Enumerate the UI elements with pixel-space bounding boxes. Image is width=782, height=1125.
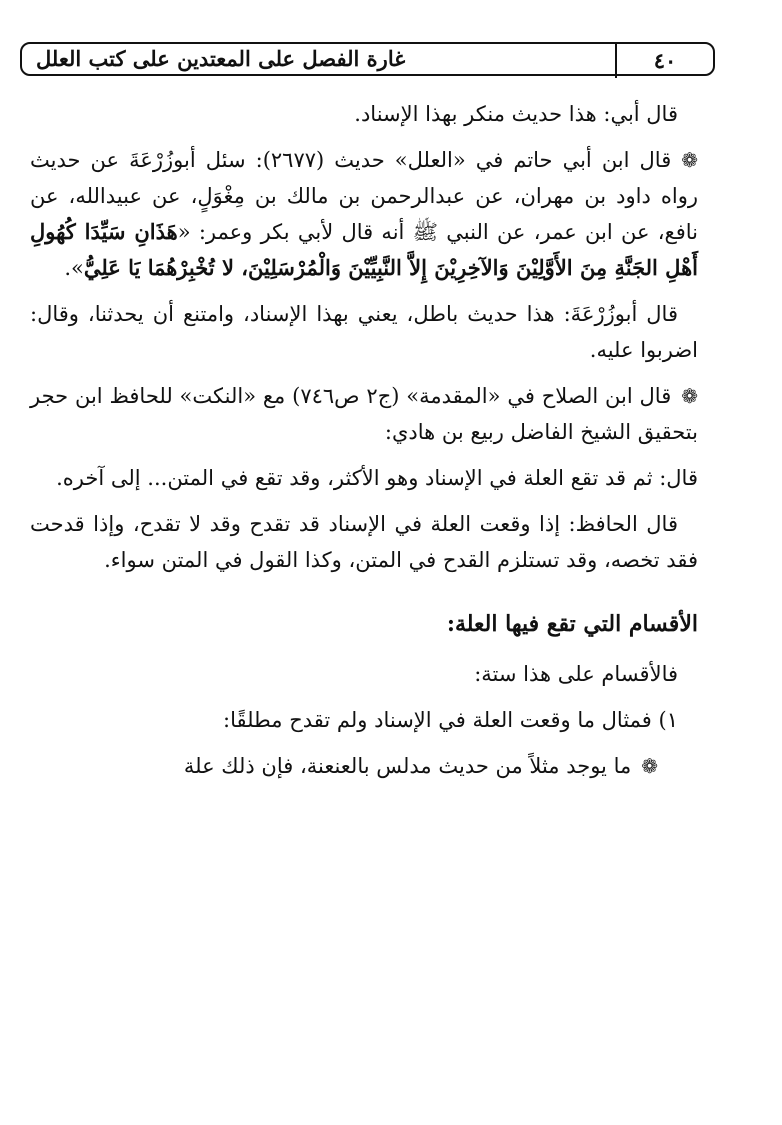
page-number: ٤٠ — [615, 42, 713, 78]
page-body — [30, 96, 698, 794]
paragraph-4 — [30, 378, 698, 450]
paragraph-1: قال أبي: هذا حديث منكر بهذا الإسناد. — [354, 102, 678, 126]
hadith-text: هَذَانِ سَيِّدَا كُهُولِ أَهْلِ الجَنَّةِ مِنَ الأَوَّلِيْنَ وَالآخِرِيْنَ إِلاَّ النَّبِيِّيْنَ وَالْمُرْسَلِيْنَ، لا تُخْبِرْهُمَا يَا عَلِيُّ — [30, 219, 698, 280]
paragraph-5: قال: ثم قد تقع العلة في الإسناد وهو الأكثر، وقد تقع في المتن... إلى آخره. — [56, 466, 698, 490]
flower-ornament-icon: ❁ — [681, 384, 699, 408]
paragraph-6: قال الحافظ: إذا وقعت العلة في الإسناد قد تقدح وقد لا تقدح، وإذا قدحت فقد تخصه، وقد تستلزم القدح في المتن، وكذا القول في المتن سواء. — [30, 512, 698, 572]
paragraph-8: ١) فمثال ما وقعت العلة في الإسناد ولم تقدح مطلقًا: — [223, 708, 678, 732]
paragraph-9-text: ما يوجد مثلاً من حديث مدلس بالعنعنة، فإن ذلك علة — [183, 754, 632, 778]
paragraph-2-tail: ». — [64, 256, 84, 280]
paragraph-3: قال أبوزُرْعَةَ: هذا حديث باطل، يعني بهذا الإسناد، وامتنع أن يحدثنا، وقال: اضربوا عليه. — [30, 302, 698, 362]
paragraph-2 — [30, 142, 698, 286]
running-header — [20, 42, 715, 76]
paragraph-4-text: قال ابن الصلاح في «المقدمة» (ج٢ ص٧٤٦) مع «النكت» للحافظ ابن حجر بتحقيق الشيخ الفاضل ربيع بن هادي: — [30, 384, 698, 444]
section-heading: الأقسام التي تقع فيها العلة: — [446, 611, 698, 637]
paragraph-9 — [30, 748, 698, 784]
paragraph-2-lead: قال ابن أبي حاتم في «العلل» حديث (٢٦٧٧): سئل أبوزُرْعَةَ عن حديث رواه داود بن مهران، عن عبدالرحمن بن مالك بن مِغْوَلٍ، عن عبيدالله، عن نافع، عن ابن عمر، عن النبي ﷺ أنه قال لأبي بكر وعمر: « — [30, 148, 698, 244]
flower-ornament-icon: ❁ — [641, 754, 658, 778]
flower-ornament-icon: ❁ — [681, 148, 698, 172]
book-title: غارة الفصل على المعتدين على كتب العلل — [36, 46, 406, 71]
paragraph-7: فالأقسام على هذا ستة: — [474, 662, 678, 686]
